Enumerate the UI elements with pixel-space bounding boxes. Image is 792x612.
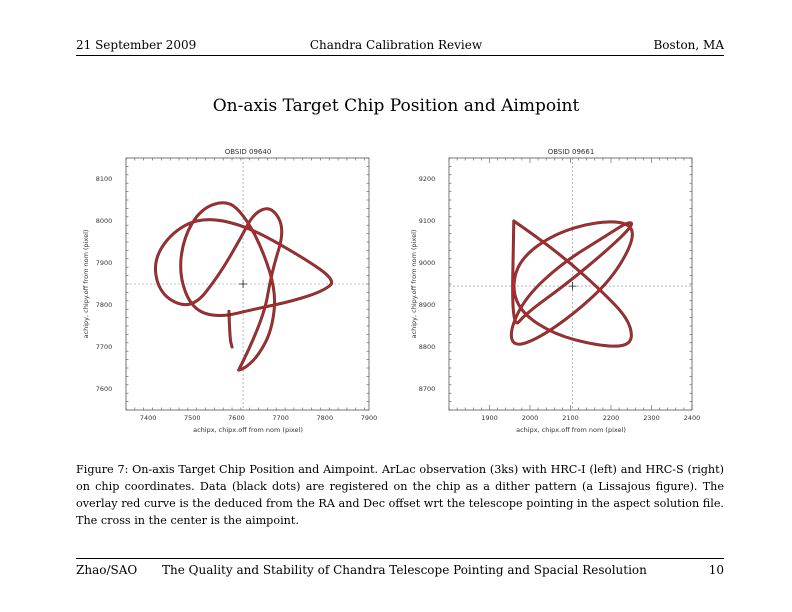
x-tick-label: 2200 xyxy=(602,414,620,422)
y-tick-label: 7700 xyxy=(95,343,113,351)
header-rule xyxy=(76,55,724,56)
overlay-red-curve xyxy=(511,221,632,346)
x-tick-label: 7600 xyxy=(228,414,245,422)
y-axis-label: achipy, chipy.off from nom (pixel) xyxy=(410,229,418,339)
x-tick-label: 7400 xyxy=(139,414,157,422)
y-tick-label: 8100 xyxy=(95,175,113,183)
x-tick-label: 2100 xyxy=(562,414,579,422)
x-tick-label: 7800 xyxy=(316,414,334,422)
header-event: Chandra Calibration Review xyxy=(309,38,483,52)
chart-title: OBSID 09661 xyxy=(547,148,595,156)
x-tick-label: 1900 xyxy=(481,414,498,422)
tick-labels xyxy=(419,175,701,422)
footer-paper-title: The Quality and Stability of Chandra Telescope Pointing and Spacial Resolution xyxy=(162,563,647,577)
aimpoint-crosshair xyxy=(449,158,692,410)
y-tick-label: 8700 xyxy=(418,385,436,393)
footer-author: Zhao/SAO xyxy=(76,563,138,577)
x-tick-label: 2300 xyxy=(643,414,660,422)
x-tick-label: 7700 xyxy=(272,414,289,422)
x-axis-label: achipx, chipx.off from nom (pixel) xyxy=(193,426,303,434)
x-axis-label: achipx, chipx.off from nom (pixel) xyxy=(516,426,626,434)
chart-right xyxy=(404,142,724,442)
data-series xyxy=(511,221,632,346)
chart-left xyxy=(76,142,396,442)
data-series xyxy=(155,203,331,370)
y-tick-label: 8900 xyxy=(418,301,436,309)
y-tick-label: 7900 xyxy=(95,259,113,267)
aimpoint-cross-icon xyxy=(569,282,577,290)
footer-rule xyxy=(76,558,724,559)
header-date: 21 September 2009 xyxy=(76,38,197,52)
y-tick-label: 8000 xyxy=(95,217,113,225)
y-tick-label: 7800 xyxy=(95,301,113,309)
chart-title: OBSID 09640 xyxy=(224,148,272,156)
header-location: Boston, MA xyxy=(653,38,724,52)
x-tick-label: 7900 xyxy=(360,414,378,422)
y-tick-label: 7600 xyxy=(95,385,113,393)
plot-frame xyxy=(449,158,692,410)
footer-page-number: 10 xyxy=(708,563,724,577)
x-tick-label: 2000 xyxy=(521,414,539,422)
tick-labels xyxy=(96,175,378,422)
page-title: On-axis Target Chip Position and Aimpoint xyxy=(212,96,580,116)
tick-marks xyxy=(449,158,692,410)
y-tick-label: 9200 xyxy=(418,175,436,183)
data-dots-trace xyxy=(511,221,632,346)
x-tick-label: 2400 xyxy=(683,414,701,422)
y-tick-label: 8800 xyxy=(418,343,436,351)
y-tick-label: 9000 xyxy=(418,259,436,267)
figure-caption: Figure 7: On-axis Target Chip Position and Aimpoint. ArLac observation (3ks) with HRC-I (left) and HRC-S (right) on chip coordinates. Data (black dots) are registered on the chip as a dither pattern (a Lissajous figure). The overlay red curve is the deduced from the RA and Dec offset wrt the telescope pointing in the aspect solution file. The cross in the center is the aimpoint. xyxy=(76,463,724,527)
y-tick-label: 9100 xyxy=(418,217,436,225)
aimpoint-cross-icon xyxy=(239,280,247,288)
y-axis-label: achipy, chipy.off from nom (pixel) xyxy=(82,229,90,339)
x-tick-label: 7500 xyxy=(183,414,201,422)
